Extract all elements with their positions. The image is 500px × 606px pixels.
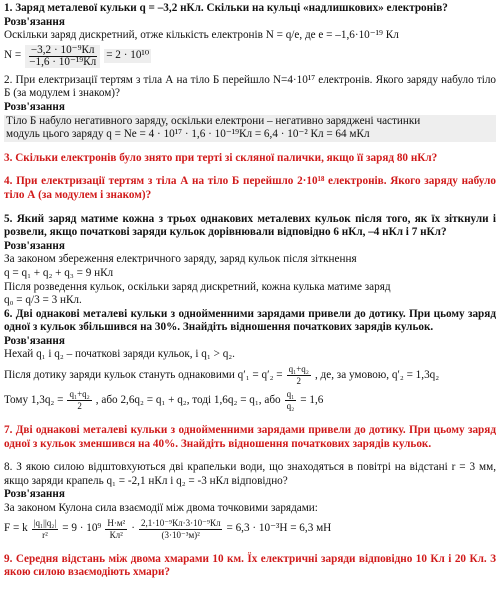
numerator: 2,1·10⁻⁹Кл·3·10⁻⁹Кл — [140, 517, 221, 528]
problem-8-text-1: За законом Кулона сила взаємодії між двома точковими зарядами: — [4, 502, 318, 515]
problem-6-text-3a: Тому 1,3q₂ = — [4, 393, 64, 406]
fraction — [105, 518, 127, 541]
problem-8-formula — [4, 518, 496, 541]
numerator: q₁ — [286, 389, 295, 400]
problem-2-text-2: модуль цього заряду q = Ne = 4 · 10¹⁷ · 1,6 · 10⁻¹⁹Кл = 6,4 · 10⁻² Кл = 64 мКл — [4, 128, 496, 142]
problem-1-question: 1. Заряд металевої кульки q = –3,2 нКл. Скільки на кульці «надлишкових» електронів? — [4, 2, 448, 14]
problem-5-text-1: За законом збереження електричного заряду, заряд кульок після зіткнення — [4, 253, 357, 266]
problem-6-text-2a: Після дотику заряди кульок стануть однаковими q′₁ = q′₂ = — [4, 368, 283, 381]
problem-2-question: 2. При електризації тертям з тіла А на тіло Б перейшло N=4·10¹⁷ електронів. Якого заряду набуло тіло Б (за модулем і знаком)? — [4, 73, 496, 100]
problem-6 — [4, 308, 496, 412]
formula-fraction — [25, 45, 100, 68]
problem-6-text-3c: = 1,6 — [300, 393, 324, 406]
problem-8 — [4, 461, 496, 540]
problem-5-text-2: q = q₁ + q₂ + q₃ = 9 нКл — [4, 266, 114, 279]
problem-6-solution-heading: Розв'язання — [4, 334, 65, 347]
denominator: r² — [42, 529, 48, 540]
problem-1-solution-heading: Розв'язання — [4, 15, 65, 28]
denominator: (3·10⁻³м)² — [161, 529, 200, 540]
fraction — [287, 364, 311, 387]
formula-denominator: −1,6 · 10⁻¹⁹Кл — [29, 55, 97, 68]
problem-2 — [4, 74, 496, 142]
problem-1-text: Оскільки заряд дискретний, отже кількість електронів N = q/e, де е = –1,6·10⁻¹⁹ Кл — [4, 29, 399, 42]
denominator: q₂ — [286, 401, 295, 412]
fraction — [32, 518, 58, 541]
problem-7-question: 7. Дві однакові металеві кульки з однойменними зарядами привели до дотику. При цьому заряд одної з кульок зменшився на 40%. Знайдіть відношення початкових зарядів кульок. — [4, 424, 496, 450]
problem-6-text-3b: , або 2,6q₂ = q₁ + q₂, тоді 1,6q₂ = q₁, або — [95, 393, 281, 406]
problem-9-question: 9. Середня відстань між двома хмарами 10 км. Їх електричні заряди відповідно 10 Кл і 20 Кл. З якою силою взаємодіють хмари? — [4, 552, 496, 579]
problem-5-text-4: q₀ = q/3 = 3 нКл. — [4, 294, 82, 307]
problem-1 — [4, 2, 496, 68]
problem-4-question: 4. При електризації тертям з тіла А на тіло Б перейшло 2·10¹⁸ електронів. Якого заряду набуло тіло А (за модулем і знаком)? — [4, 175, 496, 201]
formula-middle: = 9 · 10⁹ — [62, 522, 102, 535]
problem-6-line-2 — [4, 364, 496, 387]
problem-2-solution-heading: Розв'язання — [4, 100, 65, 113]
problem-6-text-2b: , де, за умовою, q′₂ = 1,3q₂ — [314, 368, 440, 381]
formula-numerator: −3,2 · 10⁻⁹Кл — [30, 43, 95, 56]
problem-2-text-1: Тіло Б набуло негативного заряду, оскільки електрони – негативно заряджені частинки — [4, 115, 496, 129]
fraction — [285, 389, 297, 412]
problem-5-text-3: Після розведення кульок, оскільки заряд дискретний, кожна кулька матиме заряд — [4, 280, 391, 293]
numerator: q₁+q₂ — [69, 389, 90, 400]
formula-lhs: N = — [4, 49, 22, 62]
formula-lhs: F = k — [4, 522, 28, 535]
fraction — [139, 518, 223, 541]
numerator: Н·м² — [107, 517, 126, 528]
formula-dot: · — [131, 522, 135, 535]
fraction — [67, 389, 91, 412]
problem-8-solution-heading: Розв'язання — [4, 488, 65, 501]
denominator: Кл² — [109, 529, 123, 540]
formula-rhs: = 6,3 · 10⁻³Н = 6,3 мН — [226, 522, 332, 535]
denominator: 2 — [296, 376, 301, 387]
denominator: 2 — [77, 401, 82, 412]
problem-3-question: 3. Скільки електронів було знято при терті зі скляної палички, якщо її заряд 80 нКл? — [4, 151, 438, 164]
problem-5-solution-heading: Розв'язання — [4, 239, 65, 252]
problem-1-formula — [4, 45, 496, 68]
formula-rhs: = 2 · 10¹⁰ — [106, 49, 150, 62]
problem-5 — [4, 213, 496, 308]
numerator: q₁+q₂ — [288, 364, 309, 375]
problem-8-question: 8. З якою силою відштовхуються дві крапельки води, що знаходяться в повітрі на відстані r = 3 мм, якщо заряди крапель q₁ = -2,1 нКл і q₂ = -3 нКл відповідно? — [4, 461, 496, 487]
problem-6-question: 6. Дві однакові металеві кульки з однойменними зарядами привели до дотику. При цьому заряд одної з кульок збільшився на 30%. Знайдіть відношення початкових зарядів кульок. — [4, 307, 496, 334]
problem-5-question: 5. Який заряд матиме кожна з трьох однакових металевих кульок після того, як їх зіткнули і розвели, якщо початкові заряди кульок дорівнювали відповідно 6 нКл, –4 нКл і 7 нКл? — [4, 212, 496, 239]
numerator: |q₁||q₂| — [33, 517, 57, 528]
problem-6-line-3 — [4, 389, 496, 412]
problem-6-text-1: Нехай q₁ і q₂ – початкові заряди кульок, і q₁ > q₂. — [4, 348, 235, 361]
